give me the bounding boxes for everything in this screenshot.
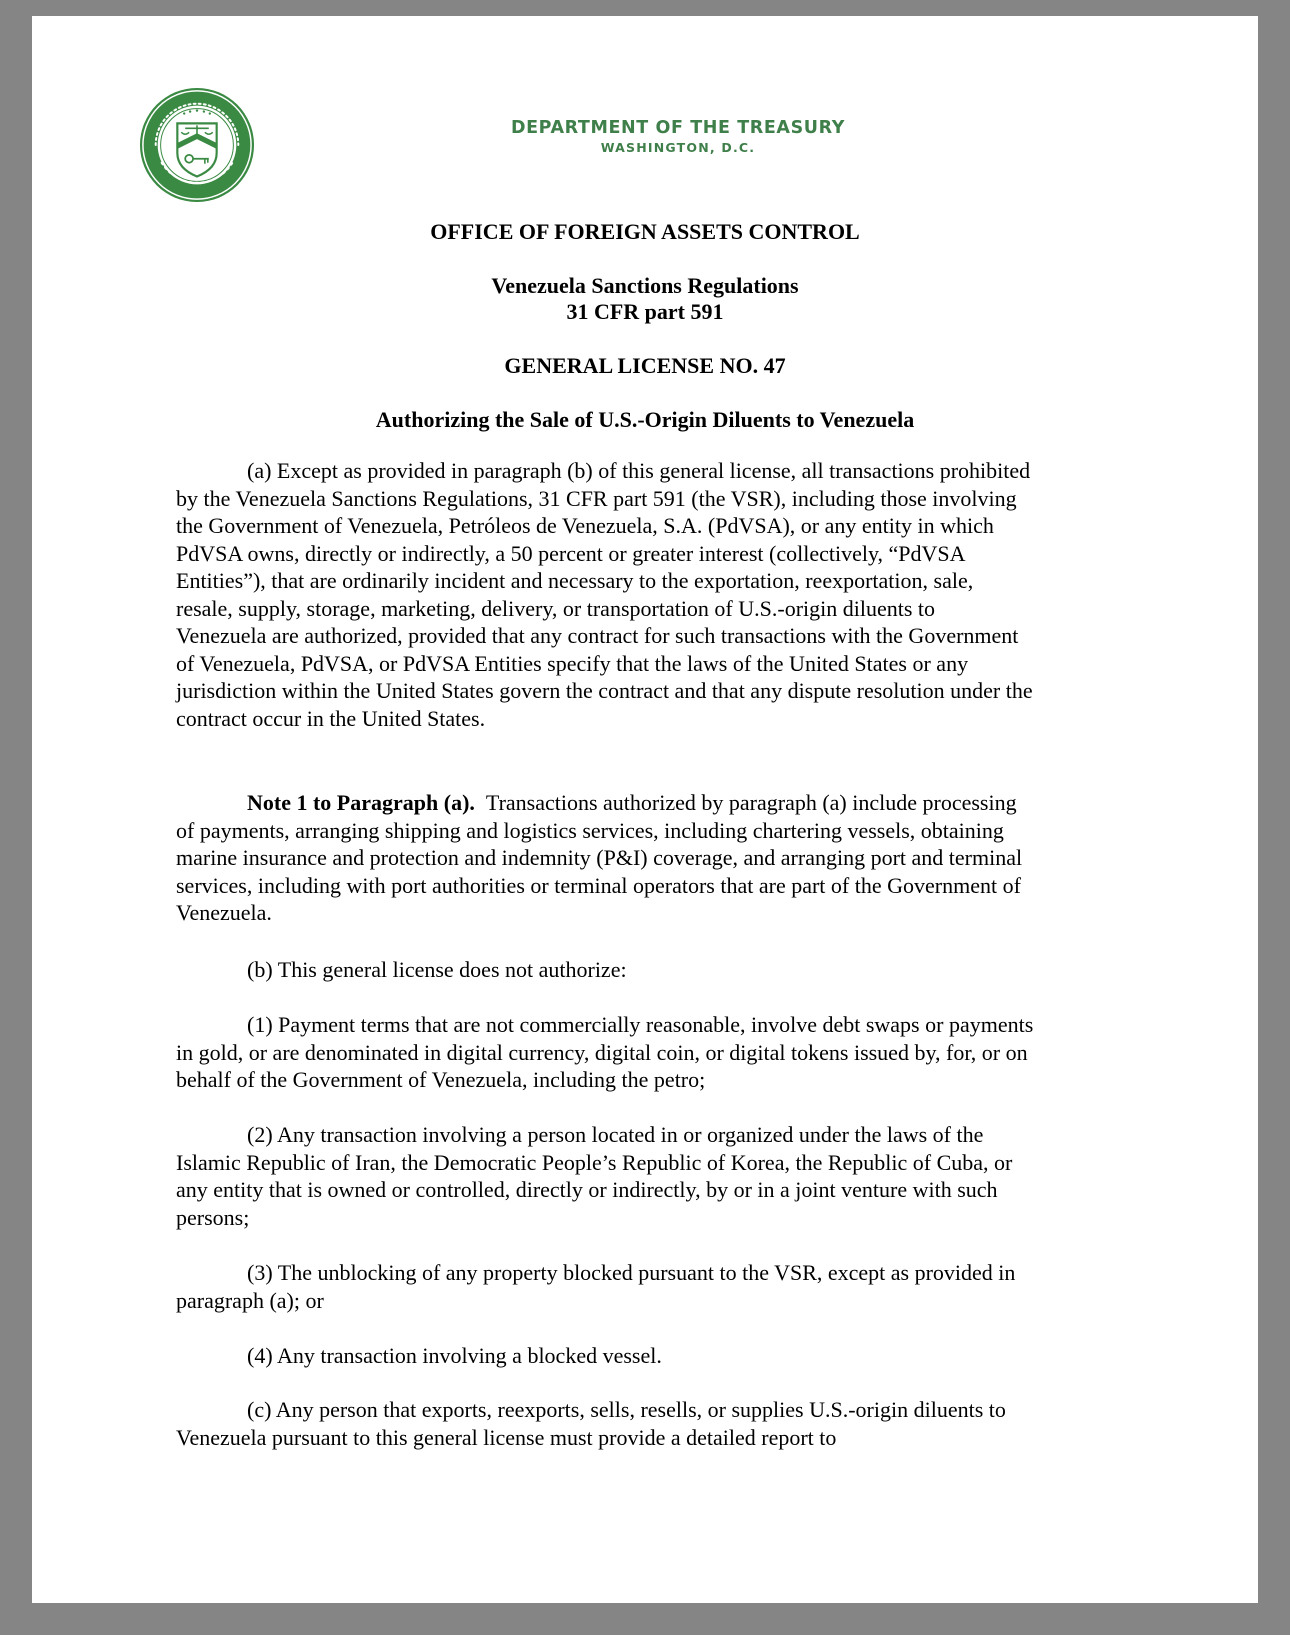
treasury-seal-icon (138, 86, 256, 204)
item-1-line: behalf of the Government of Venezuela, including the petro; (176, 1067, 706, 1092)
note-1-text: Transactions authorized by paragraph (a) include processing (485, 790, 1017, 815)
item-1-line: in gold, or are denominated in digital currency, digital coin, or digital tokens issued by, for, or on (176, 1039, 1028, 1065)
item-2-line: any entity that is owned or controlled, directly or indirectly, by or in a joint venture with such (176, 1177, 998, 1202)
paragraph-c-line: Venezuela pursuant to this general license must provide a detailed report to (176, 1424, 837, 1450)
item-2-line: (2) Any transaction involving a person located in or organized under the laws of the (247, 1122, 984, 1147)
license-subject: Authorizing the Sale of U.S.-Origin Diluents to Venezuela (375, 407, 915, 432)
paragraph-b-line: (b) This general license does not authorize: (247, 957, 627, 982)
regulations-heading: Venezuela Sanctions Regulations (491, 273, 799, 298)
item-3-line: (3) The unblocking of any property blocked pursuant to the VSR, except as provided in (247, 1260, 1016, 1285)
cfr-heading: 31 CFR part 591 (566, 299, 724, 324)
note-1-line: of payments, arranging shipping and logistics services, including chartering vessels, obtaining (176, 817, 1004, 843)
license-title: GENERAL LICENSE NO. 47 (504, 353, 786, 378)
paragraph-b-item-3 (176, 1259, 1134, 1314)
item-4-line: (4) Any transaction involving a blocked vessel. (247, 1343, 662, 1368)
paragraph-b-item-4 (176, 1342, 1134, 1370)
paragraph-b-item-1 (176, 1011, 1134, 1094)
letterhead (362, 117, 994, 157)
paragraph-a-line: PdVSA owns, directly or indirectly, a 50 percent or greater interest (collectively, “PdVSA (176, 540, 966, 566)
paragraph-a (176, 457, 1134, 732)
paragraph-a-line: the Government of Venezuela, Petróleos de Venezuela, S.A. (PdVSA), or any entity in which (176, 513, 994, 538)
item-3-line: paragraph (a); or (176, 1287, 324, 1313)
paragraph-a-line: (a) Except as provided in paragraph (b) of this general license, all transactions prohibited (247, 458, 1031, 483)
paragraph-b-item-2 (176, 1121, 1134, 1231)
paragraph-b (176, 956, 1134, 984)
paragraph-a-line: by the Venezuela Sanctions Regulations, 31 CFR part 591 (the VSR), including those involving (176, 485, 1017, 511)
paragraph-a-line: resale, supply, storage, marketing, delivery, or transportation of U.S.-origin diluents to (176, 595, 936, 621)
note-1-line: marine insurance and protection and indemnity (P&I) coverage, and arranging port and terminal (176, 845, 1023, 870)
note-1-first-line (176, 789, 1134, 817)
note-1-line: services, including with port authorities or terminal operators that are part of the Government of (176, 872, 1021, 898)
office-heading: OFFICE OF FOREIGN ASSETS CONTROL (430, 219, 860, 244)
document-page (32, 16, 1258, 1603)
paragraph-a-line: contract occur in the United States. (176, 705, 486, 731)
paragraph-a-line: Venezuela are authorized, provided that any contract for such transactions with the Government (176, 623, 1019, 648)
department-location: WASHINGTON, D.C. (600, 140, 756, 155)
item-2-line: Islamic Republic of Iran, the Democratic People’s Republic of Korea, the Republic of Cuba, or (176, 1149, 1013, 1175)
note-1-line: Venezuela. (176, 900, 272, 925)
paragraph-a-line: of Venezuela, PdVSA, or PdVSA Entities specify that the laws of the United States or any (176, 650, 969, 676)
paragraph-a-line: jurisdiction within the United States govern the contract and that any dispute resolution under the (176, 678, 1033, 703)
note-1 (176, 789, 1134, 927)
paragraph-a-line: Entities”), that are ordinarily incident and necessary to the exportation, reexportation, sale, (176, 568, 974, 593)
item-2-line: persons; (176, 1204, 250, 1230)
paragraph-c-line: (c) Any person that exports, reexports, sells, resells, or supplies U.S.-origin diluents to (247, 1397, 1006, 1422)
paragraph-c (176, 1396, 1134, 1451)
note-1-label: Note 1 to Paragraph (a). (247, 790, 475, 815)
department-name: DEPARTMENT OF THE TREASURY (511, 118, 845, 138)
item-1-line: (1) Payment terms that are not commercially reasonable, involve debt swaps or payments (247, 1012, 1034, 1037)
